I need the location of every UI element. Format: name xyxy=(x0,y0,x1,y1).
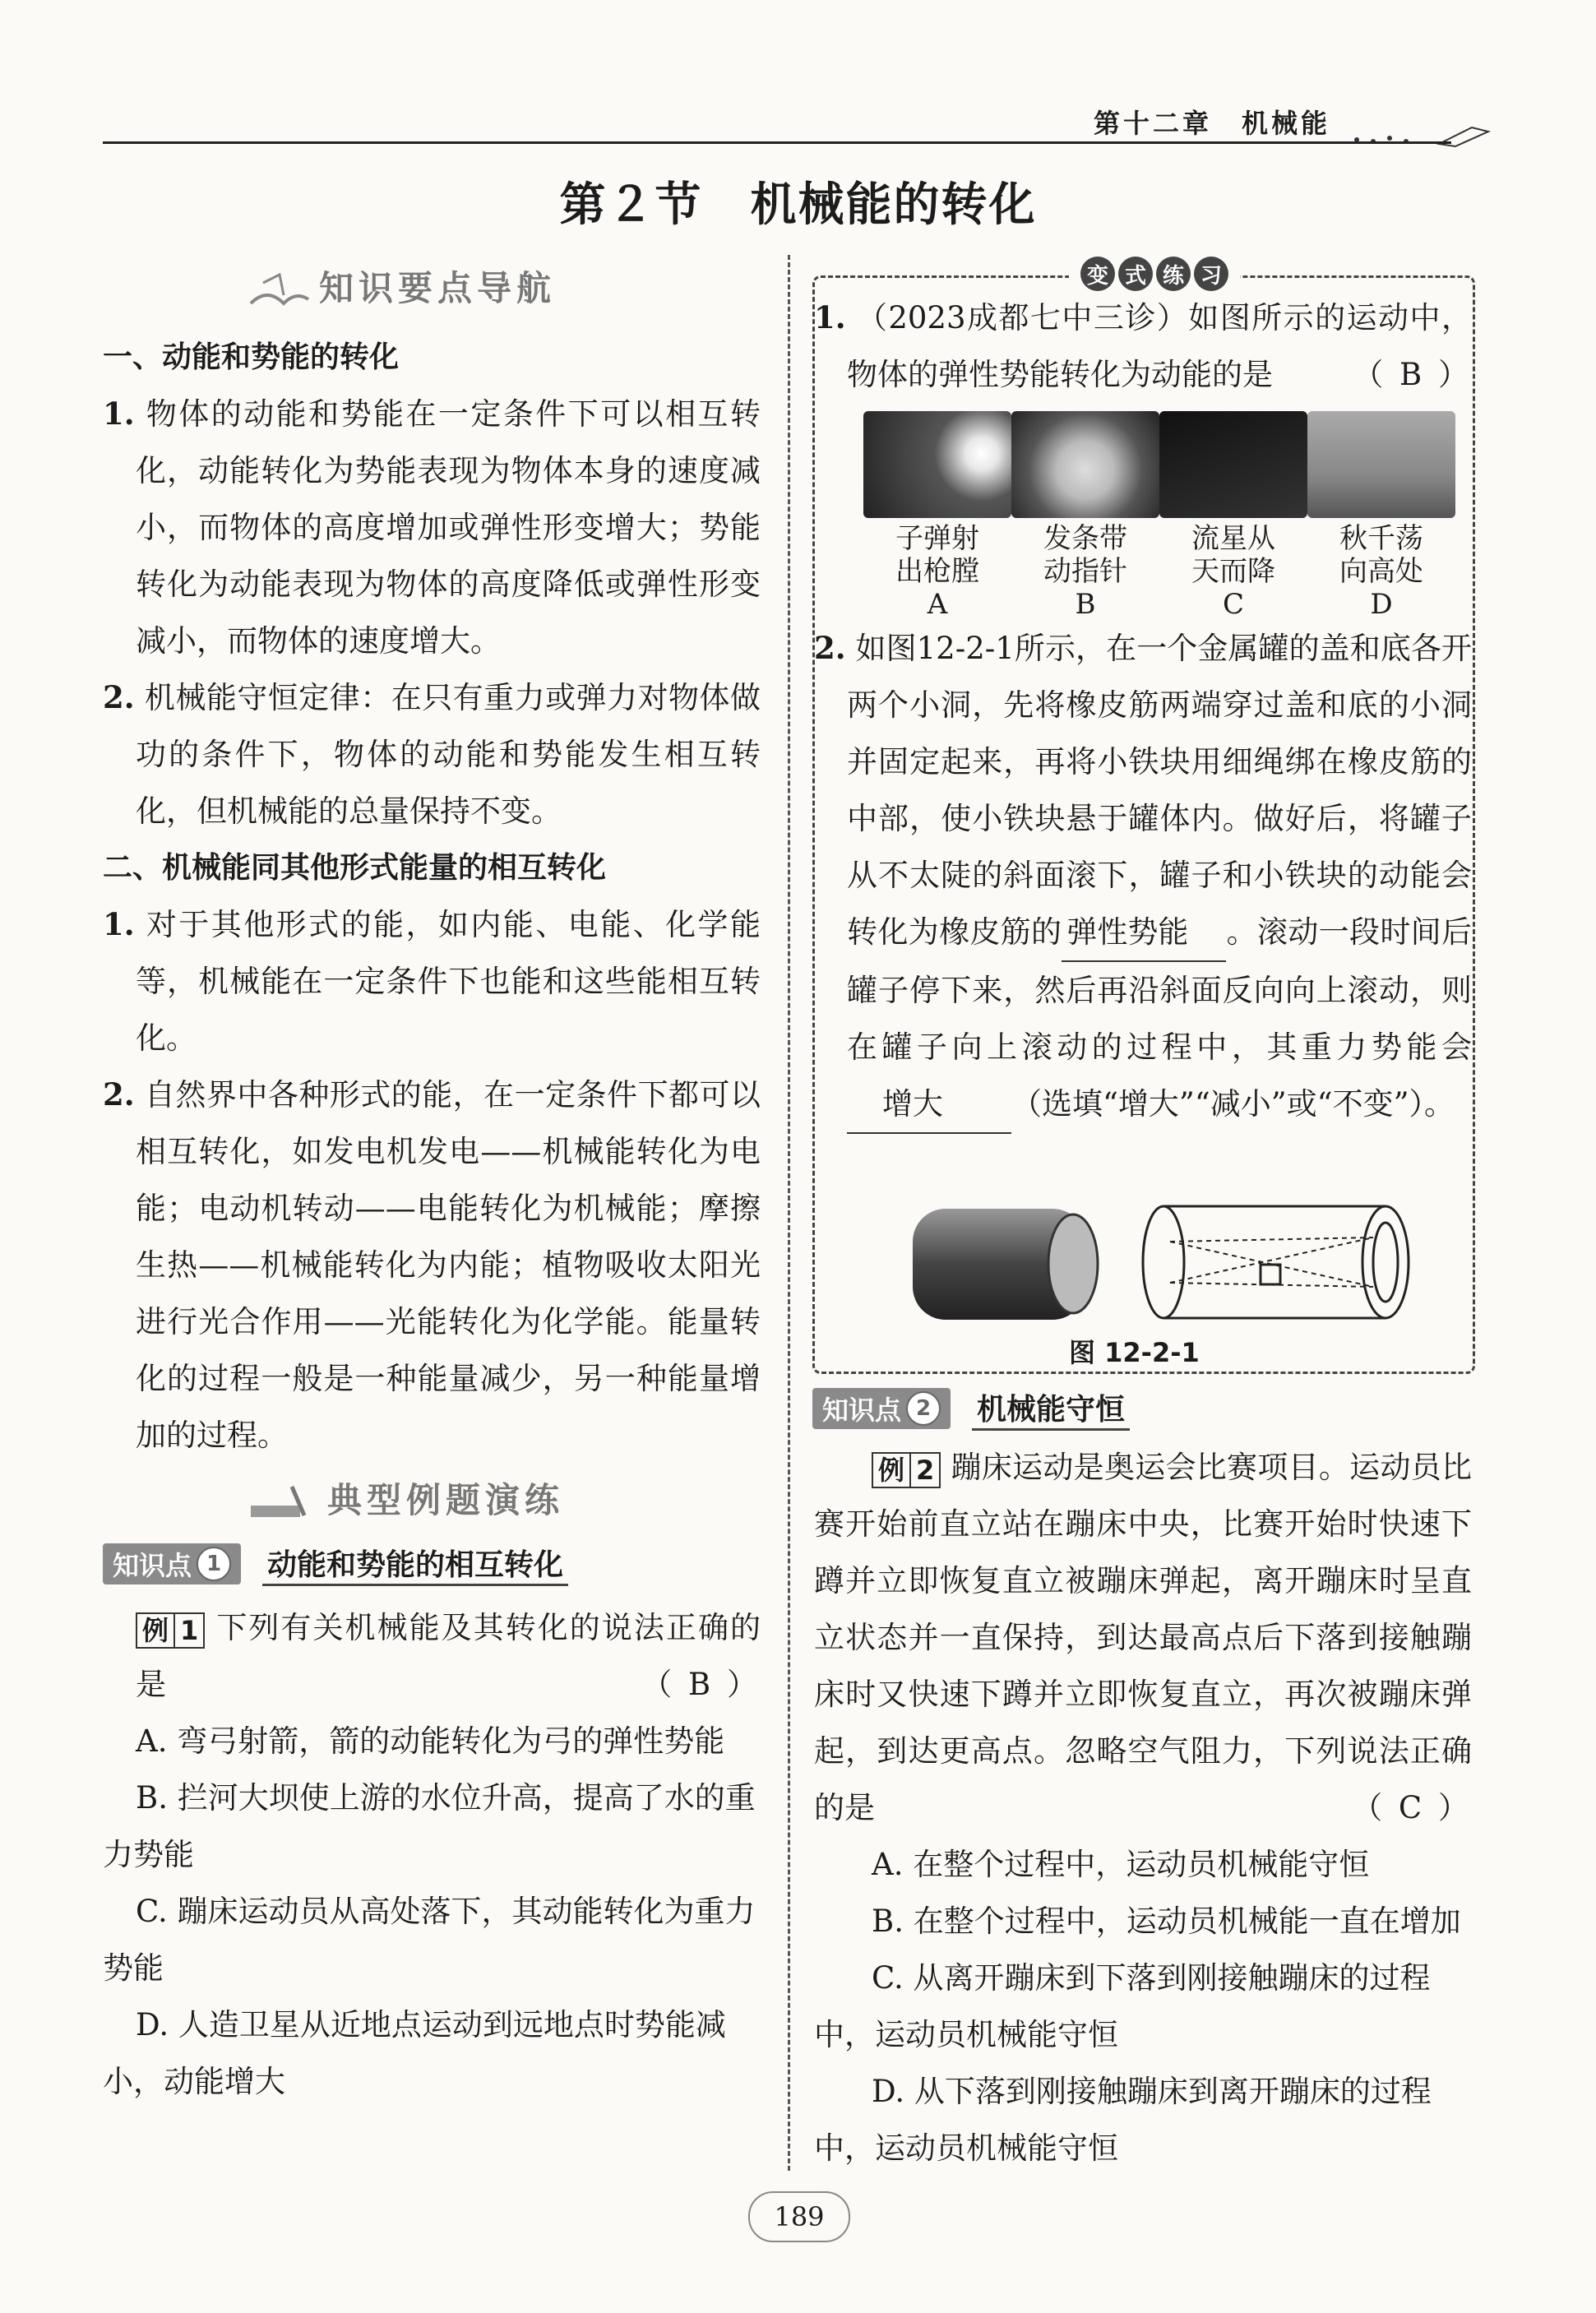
caption-option: A xyxy=(927,588,948,621)
figure-caption: 图 12-2-1 xyxy=(1069,1337,1200,1368)
item-text: 对于其他形式的能，如内能、电能、化学能等，机械能在一定条件下也能和这些能相互转化。 xyxy=(136,907,761,1056)
figure-can-diagram xyxy=(909,1192,1418,1332)
question-number: 1. xyxy=(814,299,846,335)
caption-c xyxy=(1159,522,1307,621)
section-heading-2: 二、机械能同其他形式能量的相互转化 xyxy=(103,851,607,885)
list-item xyxy=(103,896,761,1066)
item-text: 机械能守恒定律：在只有重力或弹力对物体做功的条件下，物体的动能和势能发生相互转化，但机械能的总量保持不变。 xyxy=(136,680,761,829)
option-b: B. 拦河大坝使上游的水位升高，提高了水的重力势能 xyxy=(103,1780,756,1872)
practice-tag-char: 变 xyxy=(1080,257,1115,291)
question-text: 。滚动一段时间后罐子停下来，然后再沿斜面反向向上滚动，则在罐子向上滚动的过程中，其重力势能会 xyxy=(847,914,1473,1065)
option-a: A. 在整个过程中，运动员机械能守恒 xyxy=(872,1847,1370,1882)
knowledge-point-number: 1 xyxy=(197,1547,231,1581)
banner-knowledge-guide xyxy=(247,261,556,311)
caption-line: 秋千荡 xyxy=(1339,522,1423,555)
knowledge-point-title: 动能和势能的相互转化 xyxy=(262,1542,568,1586)
column-divider xyxy=(788,255,790,2171)
caption-d xyxy=(1307,522,1455,621)
option-a: A. 弯弓射箭，箭的动能转化为弓的弹性势能 xyxy=(136,1723,725,1759)
caption-option: B xyxy=(1075,588,1096,621)
question-text: （2023成都七中三诊）如图所示的运动中，物体的弹性势能转化为动能的是 xyxy=(847,300,1472,392)
item-number: 1. xyxy=(103,396,135,432)
item-text: 自然界中各种形式的能，在一定条件下都可以相互转化，如发电机发电——机械能转化为电能；电动机转动——电能转化为机械能；摩擦生热——机械能转化为内能；植物吸收太阳光进行光合作用——光能转化为化学能。能量转化的过程一般是一种能量减少，另一种能量增加的过程。 xyxy=(136,1077,761,1453)
answer-bracket: （ B ） xyxy=(641,1667,761,1702)
caption-line: 子弹射 xyxy=(895,522,979,555)
option-captions xyxy=(863,522,1455,621)
caption-line: 出枪膛 xyxy=(895,555,979,588)
knowledge-point-1 xyxy=(103,1539,568,1589)
question-number: 2. xyxy=(814,630,846,666)
example-tag-number: 2 xyxy=(909,1454,939,1487)
practice-tag-char: 式 xyxy=(1118,257,1153,291)
knowledge-point-tag xyxy=(812,1388,951,1429)
chapter-header: 第十二章 机械能 xyxy=(1094,108,1331,139)
example-tag xyxy=(136,1612,205,1649)
example-1-stem xyxy=(103,1599,761,1713)
answer-blank-1: 弹性势能 xyxy=(1062,904,1226,962)
practice-tag-char: 习 xyxy=(1194,257,1228,291)
caption-line: 向高处 xyxy=(1339,555,1423,588)
caption-a xyxy=(863,522,1011,621)
answer-bracket: （ B ） xyxy=(1353,357,1472,392)
can-schematic xyxy=(1143,1206,1409,1318)
item-number: 1. xyxy=(103,906,135,942)
banner-typical-examples-text: 典型例题演练 xyxy=(327,1480,565,1520)
option-d: D. 人造卫星从近地点运动到远地点时势能减小，动能增大 xyxy=(103,2007,726,2099)
pen-and-books-icon xyxy=(247,1483,321,1524)
left-column xyxy=(103,329,761,1464)
page-number: 189 xyxy=(748,2191,850,2242)
example-stem-text: 蹦床运动是奥运会比赛项目。运动员比赛开始前直立站在蹦床中央，比赛开始时快速下蹲并立即恢复直立被蹦床弹起，离开蹦床时呈直立状态并一直保持，到达最高点后下落到接触蹦床时又快速下蹲并立即恢复直立，再次被蹦床弹起，到达更高点。忽略空气阻力，下列说法正确的是 xyxy=(814,1450,1472,1825)
meteor-photo xyxy=(1159,411,1307,518)
banner-typical-examples xyxy=(247,1473,564,1523)
knowledge-point-label: 知识点 xyxy=(822,1395,902,1426)
item-text: 物体的动能和势能在一定条件下可以相互转化，动能转化为势能表现为物体本身的速度减小，而物体的高度增加或弹性形变增大；势能转化为动能表现为物体的高度降低或弹性形变减小，而物体的速度增大。 xyxy=(136,396,761,659)
example-stem-text: 下列有关机械能及其转化的说法正确的是 xyxy=(136,1610,761,1702)
banner-knowledge-guide-text: 知识要点导航 xyxy=(319,268,557,308)
knowledge-point-label: 知识点 xyxy=(113,1550,192,1581)
knowledge-point-number: 2 xyxy=(906,1391,941,1426)
example-2 xyxy=(814,1439,1472,2177)
option-b: B. 在整个过程中，运动员机械能一直在增加 xyxy=(872,1904,1461,1939)
caption-option: C xyxy=(1222,588,1244,621)
caption-option: D xyxy=(1370,588,1393,621)
bullet-photo xyxy=(863,411,1011,518)
option-c: C. 从离开蹦床到下落到刚接触蹦床的过程中，运动员机械能守恒 xyxy=(814,1960,1431,2052)
question-2-text xyxy=(814,620,1472,1134)
header-rule xyxy=(103,141,1451,144)
decoration-dots xyxy=(1349,123,1497,148)
caption-line: 动指针 xyxy=(1043,555,1127,588)
book-icon xyxy=(247,271,312,312)
section-heading-1: 一、动能和势能的转化 xyxy=(103,340,400,374)
caption-line: 流星从 xyxy=(1191,522,1275,555)
item-number: 2. xyxy=(103,1076,135,1113)
knowledge-point-title: 机械能守恒 xyxy=(972,1386,1130,1431)
knowledge-point-2 xyxy=(812,1384,1130,1433)
question-text: （选填“增大”“减小”或“不变”）。 xyxy=(1011,1086,1455,1122)
practice-tag xyxy=(1069,253,1240,294)
option-photos xyxy=(863,411,1455,518)
question-text: 如图12-2-1所示，在一个金属罐的盖和底各开两个小洞，先将橡皮筋两端穿过盖和底的小洞并固定起来，再将小铁块用细绳绑在橡皮筋的中部，使小铁块悬于罐体内。做好后，将罐子从不太陡的斜面滚下，罐子和小铁块的动能会转化为橡皮筋的 xyxy=(847,631,1472,950)
caption-line: 发条带 xyxy=(1043,522,1127,555)
example-tag-number: 1 xyxy=(173,1614,203,1647)
example-tag-char: 例 xyxy=(878,1454,905,1486)
item-number: 2. xyxy=(103,679,135,715)
practice-question-1 xyxy=(814,289,1472,403)
answer-blank-2: 增大 xyxy=(847,1076,1011,1134)
question-1-stem xyxy=(814,289,1472,403)
list-item xyxy=(103,386,761,669)
page-title: 第２节 机械能的转化 xyxy=(559,178,1037,232)
caption-b xyxy=(1011,522,1159,621)
knowledge-point-tag xyxy=(103,1543,241,1584)
practice-tag-char: 练 xyxy=(1156,257,1191,291)
list-item xyxy=(103,669,761,840)
list-item xyxy=(103,1066,761,1464)
caption-line: 天而降 xyxy=(1191,555,1275,588)
example-tag xyxy=(872,1452,941,1488)
practice-question-2 xyxy=(814,620,1472,1134)
option-c: C. 蹦床运动员从高处落下，其动能转化为重力势能 xyxy=(103,1894,756,1986)
example-tag-char: 例 xyxy=(142,1614,169,1646)
swing-photo xyxy=(1307,411,1455,518)
answer-bracket: （ C ） xyxy=(1352,1790,1472,1825)
clock-photo xyxy=(1011,411,1159,518)
example-2-stem xyxy=(814,1439,1472,1836)
option-d: D. 从下落到刚接触蹦床到离开蹦床的过程中，运动员机械能守恒 xyxy=(814,2074,1432,2166)
example-1 xyxy=(103,1599,761,2110)
